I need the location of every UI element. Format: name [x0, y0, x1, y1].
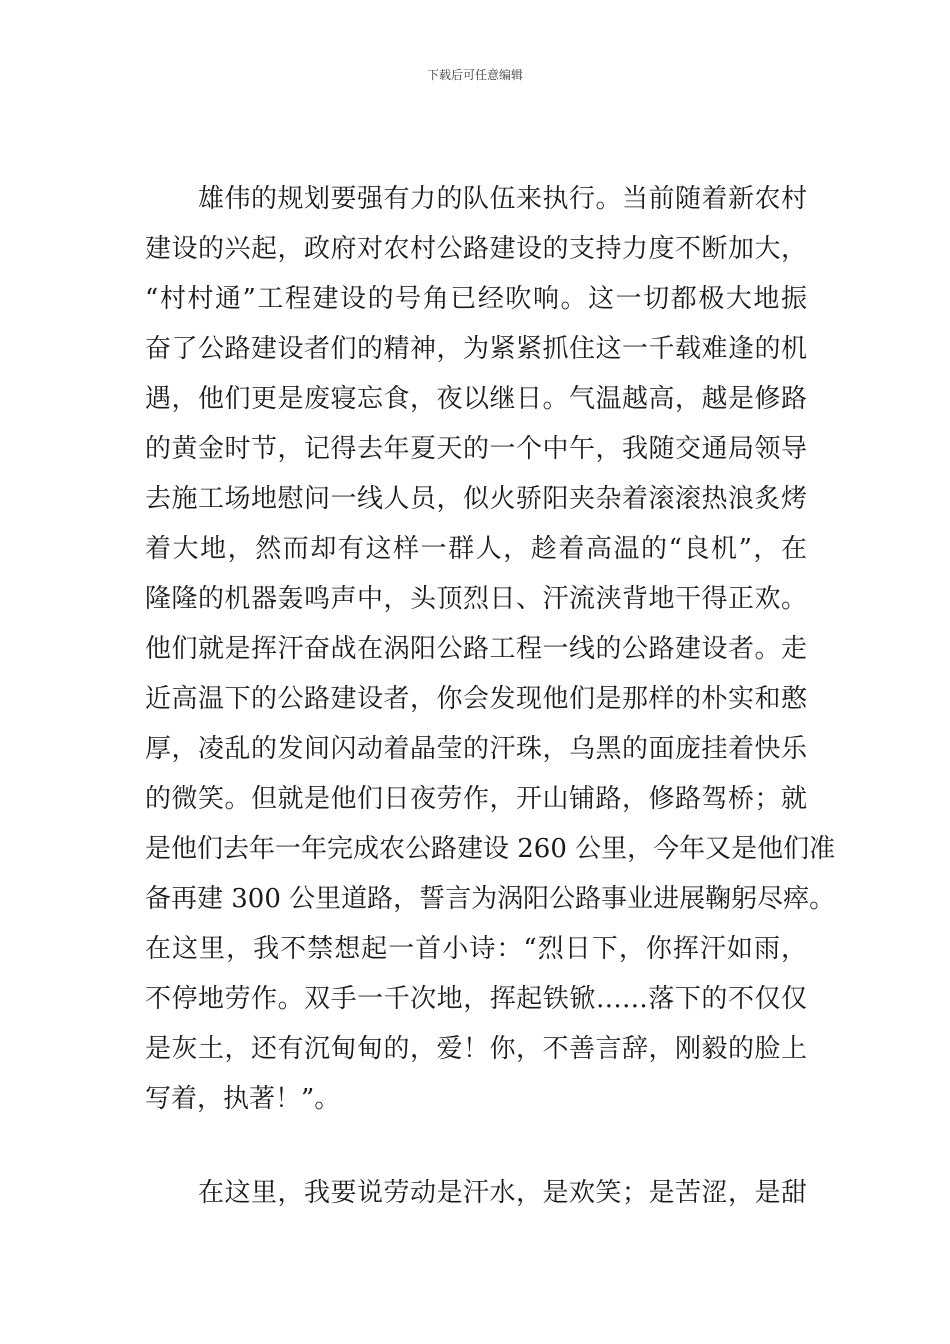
- text-line: 去施工场地慰问一线人员，似火骄阳夹杂着滚滚热浪炙烤: [145, 484, 807, 514]
- text-line: 在这里，我要说劳动是汗水，是欢笑；是苦涩，是甜: [145, 1178, 807, 1208]
- paragraph-1: [145, 174, 836, 1124]
- paragraph-2: [145, 1168, 807, 1218]
- text-line: 遇，他们更是废寝忘食，夜以继日。气温越高，越是修路: [145, 384, 807, 414]
- text-line: 是灰土，还有沉甸甸的，爱！你，不善言辞，刚毅的脸上: [145, 1034, 807, 1064]
- page-header-note: 下载后可任意编辑: [426, 68, 523, 82]
- text-line: 隆隆的机器轰鸣声中，头顶烈日、汗流浃背地干得正欢。: [145, 584, 807, 614]
- text-line: 是他们去年一年完成农公路建设 260 公里，今年又是他们准: [145, 834, 836, 864]
- text-line: 奋了公路建设者们的精神，为紧紧抓住这一千载难逢的机: [145, 334, 807, 364]
- text-line: 着大地，然而却有这样一群人，趁着高温的“良机”，在: [145, 534, 807, 564]
- text-line: 的黄金时节，记得去年夏天的一个中午，我随交通局领导: [145, 434, 807, 464]
- text-line: 在这里，我不禁想起一首小诗：“烈日下，你挥汗如雨，: [145, 934, 807, 964]
- text-line: 的微笑。但就是他们日夜劳作，开山铺路，修路驾桥；就: [145, 784, 807, 814]
- text-line: 备再建 300 公里道路，誓言为涡阳公路事业进展鞠躬尽瘁。: [145, 884, 836, 914]
- text-line: 雄伟的规划要强有力的队伍来执行。当前随着新农村: [145, 184, 807, 214]
- text-line: “村村通”工程建设的号角已经吹响。这一切都极大地振: [145, 284, 807, 314]
- text-line: 近高温下的公路建设者，你会发现他们是那样的朴实和憨: [145, 684, 807, 714]
- text-line: 他们就是挥汗奋战在涡阳公路工程一线的公路建设者。走: [145, 634, 807, 664]
- text-line: 厚，凌乱的发间闪动着晶莹的汗珠，乌黑的面庞挂着快乐: [145, 734, 807, 764]
- text-line: 建设的兴起，政府对农村公路建设的支持力度不断加大，: [145, 234, 807, 264]
- text-line: 不停地劳作。双手一千次地，挥起铁锨……落下的不仅仅: [145, 984, 807, 1014]
- text-line: 写着，执著！”。: [145, 1084, 341, 1114]
